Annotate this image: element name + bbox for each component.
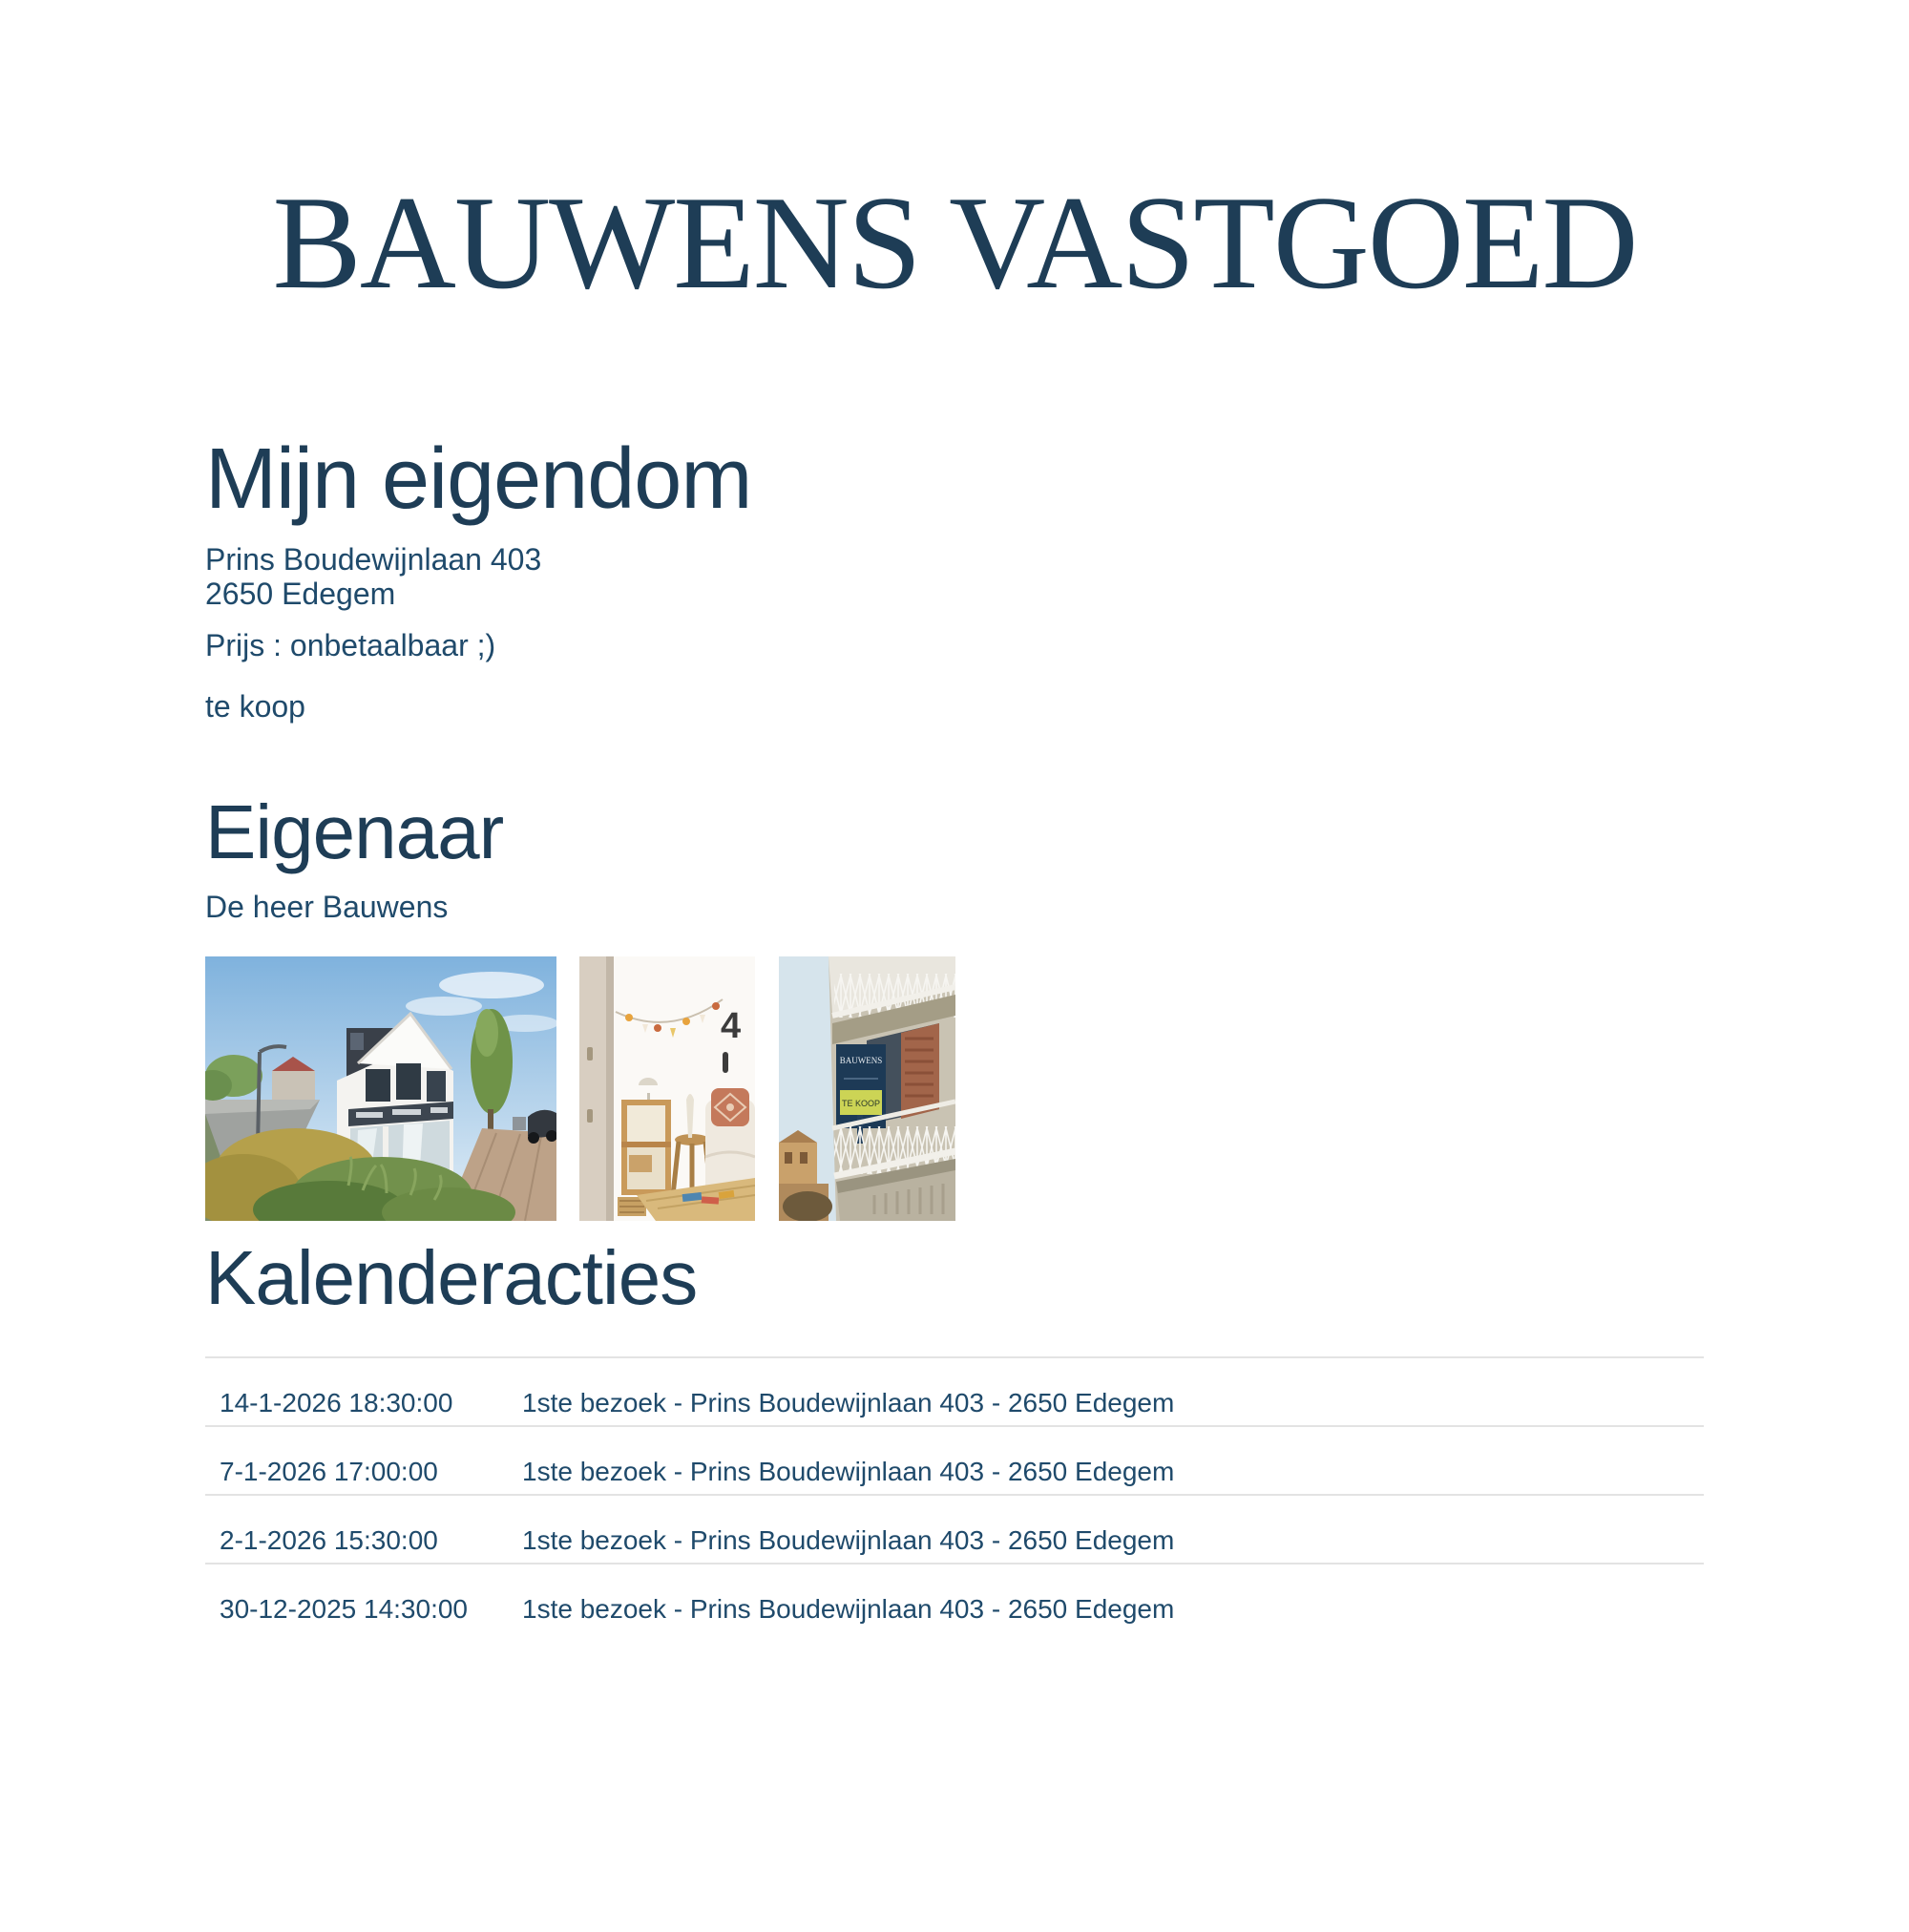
calendar-table	[205, 1356, 1704, 1631]
property-address	[205, 542, 1704, 611]
property-photo-street[interactable]	[205, 956, 556, 1221]
address-line-1: Prins Boudewijnlaan 403	[205, 542, 542, 577]
calendar-row-datetime: 7-1-2026 17:00:00	[220, 1457, 438, 1486]
calendar-row-datetime: 14-1-2026 18:30:00	[220, 1388, 453, 1418]
property-photo-interior[interactable]	[579, 956, 755, 1221]
section-title-owner: Eigenaar	[205, 789, 504, 874]
property-price: Prijs : onbetaalbaar ;)	[205, 628, 496, 662]
sign-brand-text: BAUWENS	[839, 1056, 883, 1065]
calendar-row	[205, 1494, 1704, 1563]
property-photo-facade[interactable]	[779, 956, 955, 1221]
street-photo-illustration	[205, 956, 556, 1221]
photo-row	[205, 956, 1704, 1221]
svg-text:4: 4	[721, 1006, 742, 1046]
calendar-row-datetime: 2-1-2026 15:30:00	[220, 1525, 438, 1555]
calendar-row-description: 1ste bezoek - Prins Boudewijnlaan 403 - 2650 Edegem	[522, 1525, 1175, 1555]
calendar-row-description: 1ste bezoek - Prins Boudewijnlaan 403 - 2650 Edegem	[522, 1594, 1175, 1624]
calendar-row	[205, 1563, 1704, 1631]
sign-status-text: TE KOOP	[841, 1099, 881, 1108]
calendar-row	[205, 1356, 1704, 1425]
owner-name: De heer Bauwens	[205, 890, 449, 924]
page	[205, 169, 1704, 1631]
calendar-row	[205, 1425, 1704, 1494]
calendar-row-description: 1ste bezoek - Prins Boudewijnlaan 403 - 2650 Edegem	[522, 1457, 1175, 1486]
property-status: te koop	[205, 689, 305, 724]
address-line-2: 2650 Edegem	[205, 577, 396, 611]
calendar-row-description: 1ste bezoek - Prins Boudewijnlaan 403 - 2650 Edegem	[522, 1388, 1175, 1418]
brand-logo[interactable]: BAUWENS VASTGOED	[272, 169, 1637, 317]
calendar-row-datetime: 30-12-2025 14:30:00	[220, 1594, 468, 1624]
section-title-calendar: Kalenderacties	[205, 1235, 698, 1320]
facade-photo-illustration	[779, 956, 955, 1221]
section-title-my-property: Mijn eigendom	[205, 431, 752, 527]
interior-photo-illustration	[579, 956, 755, 1221]
